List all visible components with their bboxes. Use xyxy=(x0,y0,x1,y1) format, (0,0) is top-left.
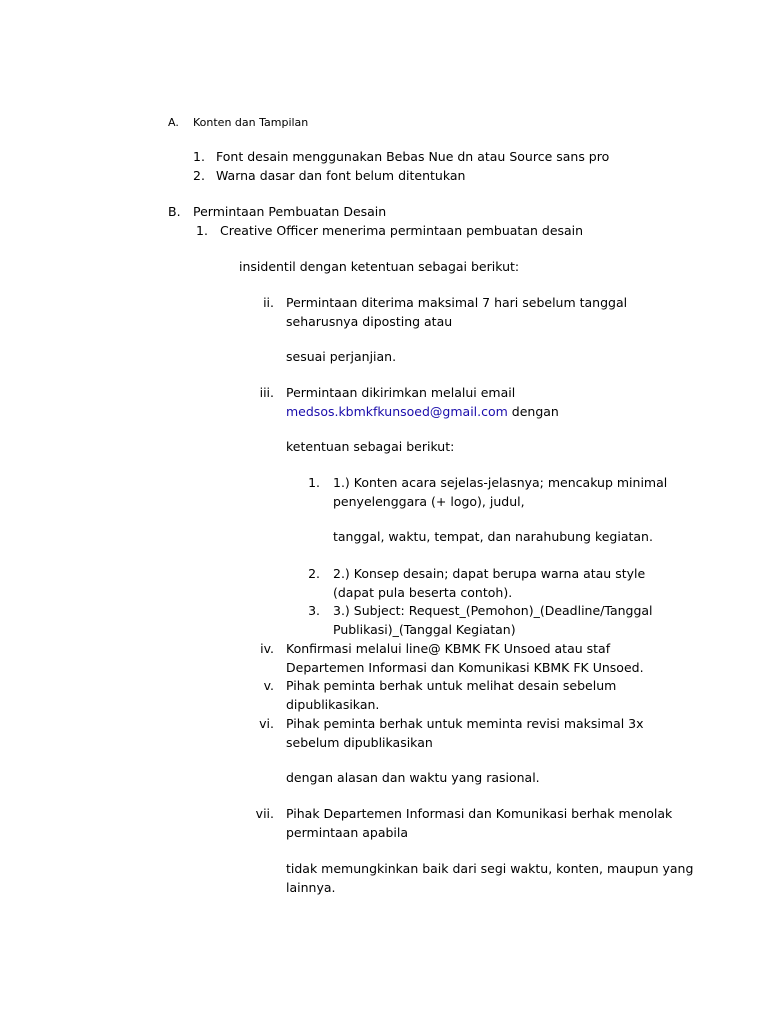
sub-vii-marker: vii. xyxy=(255,806,274,821)
sub-iv-line2: Departemen Informasi dan Komunikasi KBMK FK Unsoed. xyxy=(286,660,644,675)
nested-item-3-marker: 3. xyxy=(308,603,320,618)
section-a-marker: A. xyxy=(168,116,179,129)
email-suffix: dengan xyxy=(507,404,559,419)
sub-vi-line1: Pihak peminta berhak untuk meminta revisi maksimal 3x xyxy=(286,716,644,731)
sub-v-marker: v. xyxy=(263,678,274,693)
sub-v-line2: dipublikasikan. xyxy=(286,697,380,712)
sub-ii-line2: seharusnya diposting atau xyxy=(286,314,453,329)
nested-item-1-line3: tanggal, waktu, tempat, dan narahubung kegiatan. xyxy=(333,529,653,544)
section-a-title: Konten dan Tampilan xyxy=(193,116,309,129)
sub-vii-line4: lainnya. xyxy=(286,880,336,895)
nested-item-2-marker: 2. xyxy=(308,566,320,581)
sub-iii-line2 xyxy=(286,403,559,421)
nested-item-1-marker: 1. xyxy=(308,475,320,490)
sub-iv-marker: iv. xyxy=(260,641,274,656)
sub-vi-line3: dengan alasan dan waktu yang rasional. xyxy=(286,770,540,785)
section-b-item-1-line1: Creative Officer menerima permintaan pembuatan desain xyxy=(220,223,584,238)
section-a-item-1-marker: 1. xyxy=(193,149,205,164)
section-a-item-2-text: Warna dasar dan font belum ditentukan xyxy=(216,168,466,183)
sub-ii-marker: ii. xyxy=(263,295,274,310)
sub-vii-line1: Pihak Departemen Informasi dan Komunikasi berhak menolak xyxy=(286,806,673,821)
sub-iv-line1: Konfirmasi melalui line@ KBMK FK Unsoed atau staf xyxy=(286,641,611,656)
section-b-title: Permintaan Pembuatan Desain xyxy=(193,204,387,219)
sub-iii-marker: iii. xyxy=(259,385,274,400)
sub-v-line1: Pihak peminta berhak untuk melihat desain sebelum xyxy=(286,678,617,693)
nested-item-1-line1: 1.) Konten acara sejelas-jelasnya; mencakup minimal xyxy=(333,475,668,490)
sub-ii-line3: sesuai perjanjian. xyxy=(286,349,397,364)
nested-item-2-line1: 2.) Konsep desain; dapat berupa warna atau style xyxy=(333,566,646,581)
sub-vi-marker: vi. xyxy=(259,716,274,731)
nested-item-2-line2: (dapat pula beserta contoh). xyxy=(333,585,513,600)
sub-vii-line3: tidak memungkinkan baik dari segi waktu, konten, maupun yang xyxy=(286,861,694,876)
sub-vi-line2: sebelum dipublikasikan xyxy=(286,735,433,750)
nested-item-3-line1: 3.) Subject: Request_(Pemohon)_(Deadline/Tanggal xyxy=(333,603,653,618)
nested-item-1-line2: penyelenggara (+ logo), judul, xyxy=(333,494,525,509)
section-a-item-2-marker: 2. xyxy=(193,168,205,183)
section-b-marker: B. xyxy=(168,204,181,219)
section-b-item-1-marker: 1. xyxy=(196,223,208,238)
nested-item-3-line2: Publikasi)_(Tanggal Kegiatan) xyxy=(333,622,516,637)
email-link[interactable]: medsos.kbmkfkunsoed@gmail.com xyxy=(286,404,508,419)
sub-iii-line3: ketentuan sebagai berikut: xyxy=(286,439,455,454)
sub-vii-line2: permintaan apabila xyxy=(286,825,409,840)
section-b-item-1-line2: insidentil dengan ketentuan sebagai berikut: xyxy=(239,259,520,274)
sub-iii-line1: Permintaan dikirimkan melalui email xyxy=(286,385,516,400)
section-a-item-1-text: Font desain menggunakan Bebas Nue dn atau Source sans pro xyxy=(216,149,610,164)
sub-ii-line1: Permintaan diterima maksimal 7 hari sebelum tanggal xyxy=(286,295,628,310)
